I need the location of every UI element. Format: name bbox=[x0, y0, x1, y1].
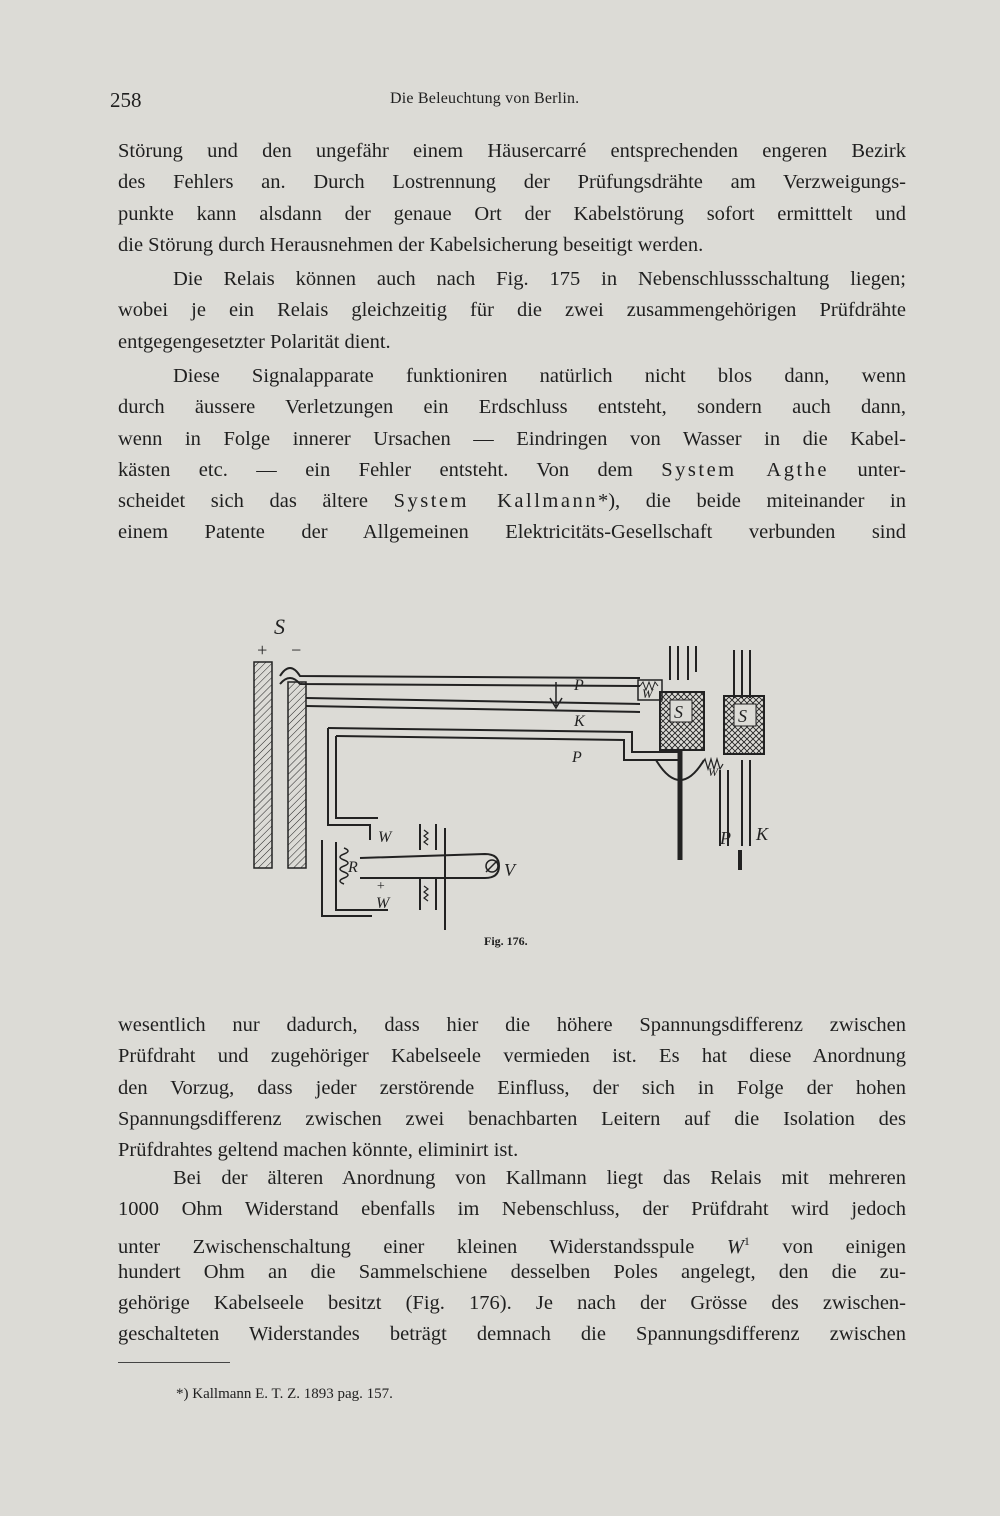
cable-lines bbox=[280, 668, 680, 840]
superscript-1: 1 bbox=[743, 1233, 750, 1248]
text-line: Spannungsdifferenz zwischen zwei benachbarten Leitern auf die Isolation des bbox=[118, 1107, 906, 1130]
text-line: hundert Ohm an die Sammelschiene desselben Poles angelegt, den die zu- bbox=[118, 1260, 906, 1283]
label-s-box2: S bbox=[738, 706, 747, 726]
spaced-name: System Kallmann bbox=[393, 490, 598, 513]
paragraph-4 bbox=[118, 1010, 906, 1166]
text-line: den Vorzug, dass jeder zerstörende Einfluss, der sich in Folge der hohen bbox=[118, 1076, 906, 1099]
text-line: gehörige Kabelseele besitzt (Fig. 176). Je nach der Grösse des zwischen- bbox=[118, 1292, 906, 1315]
bottom-relay-wiring bbox=[322, 824, 499, 930]
text-line bbox=[118, 455, 906, 486]
text-line: durch äussere Verletzungen ein Erdschluss entsteht, sondern auch dann, bbox=[118, 396, 906, 419]
label-k-right: K bbox=[756, 824, 769, 844]
label-w-bottom2: W bbox=[376, 895, 390, 912]
text-line: entgegengesetzter Polarität dient. bbox=[118, 330, 391, 353]
page-number: 258 bbox=[110, 88, 142, 112]
footnote-rule bbox=[118, 1362, 230, 1363]
symbol-w: W bbox=[726, 1235, 744, 1258]
busbar-plus bbox=[254, 662, 272, 868]
running-head: Die Beleuchtung von Berlin. bbox=[390, 90, 580, 107]
label-v: V bbox=[504, 860, 515, 880]
text-run: scheidet sich das ältere bbox=[118, 490, 394, 513]
circuit-diagram bbox=[240, 610, 800, 940]
text-line: 1000 Ohm Widerstand ebenfalls im Nebenschluss, der Prüfdraht wird jedoch bbox=[118, 1198, 906, 1221]
label-plus: + bbox=[256, 640, 269, 660]
text-run: unter Zwischenschaltung einer kleinen Widerstandsspule bbox=[118, 1235, 727, 1258]
text-line: Störung und den ungefähr einem Häusercarré entsprechenden engeren Bezirk bbox=[118, 140, 906, 162]
text-run: von einigen bbox=[749, 1235, 907, 1258]
text-line: punkte kann alsdann der genaue Ort der Kabelstörung sofort ermitttelt und bbox=[118, 202, 906, 225]
text-line: Diese Signalapparate funktioniren natürlich nicht blos dann, wenn bbox=[173, 365, 906, 387]
spaced-name: System Agthe bbox=[661, 458, 830, 481]
footnote: *) Kallmann E. T. Z. 1893 pag. 157. bbox=[176, 1386, 393, 1402]
label-p-low: P bbox=[572, 749, 582, 766]
figure-caption: Fig. 176. bbox=[484, 934, 528, 948]
label-w-bottom1: W bbox=[378, 829, 392, 846]
label-minus: − bbox=[290, 640, 303, 660]
text-line: geschalteten Widerstandes beträgt demnach die Spannungsdifferenz zwischen bbox=[118, 1323, 906, 1346]
paragraph-3 bbox=[118, 361, 906, 549]
text-line: wobei je ein Relais gleichzeitig für die zwei zusammengehörigen Prüfdrähte bbox=[118, 299, 906, 322]
circuit-svg bbox=[240, 610, 800, 940]
text-line bbox=[118, 486, 906, 517]
relay-coil-r bbox=[340, 848, 348, 884]
paragraph-2 bbox=[118, 264, 906, 358]
label-s-box1: S bbox=[674, 702, 683, 722]
label-s: S bbox=[274, 614, 285, 639]
paragraph-5 bbox=[118, 1163, 906, 1351]
text-line: wesentlich nur dadurch, dass hier die höhere Spannungsdifferenz zwischen bbox=[118, 1014, 906, 1036]
label-minus-small: − bbox=[380, 851, 390, 866]
label-p-top: P bbox=[574, 677, 584, 694]
label-w-right: W bbox=[708, 765, 718, 779]
text-line: Bei der älteren Anordnung von Kallmann liegt das Relais mit mehreren bbox=[173, 1167, 906, 1189]
resistor-w-bottom bbox=[424, 830, 428, 901]
label-r: R bbox=[348, 859, 358, 876]
text-line: einem Patente der Allgemeinen Elektricitäts-Gesellschaft verbunden sind bbox=[118, 521, 906, 544]
text-line: des Fehlers an. Durch Lostrennung der Prüfungsdrähte am Verzweigungs- bbox=[118, 171, 906, 194]
text-line: die Störung durch Herausnehmen der Kabelsicherung beseitigt werden. bbox=[118, 233, 704, 256]
paragraph-1 bbox=[118, 136, 906, 261]
busbar-minus bbox=[288, 682, 306, 868]
text-line: Die Relais können auch nach Fig. 175 in Nebenschlussschaltung liegen; bbox=[173, 268, 906, 290]
label-p-right: P bbox=[720, 828, 731, 848]
text-line bbox=[118, 1226, 906, 1257]
label-k-mid: K bbox=[574, 713, 585, 730]
label-w-top: W bbox=[642, 686, 653, 701]
label-plus-small: + bbox=[376, 879, 386, 894]
text-run: *), die beide miteinander in bbox=[597, 490, 906, 513]
text-line: Prüfdrahtes geltend machen könnte, eliminirt ist. bbox=[118, 1139, 519, 1162]
text-line: Prüfdraht und zugehöriger Kabelseele vermieden ist. Es hat diese Anordnung bbox=[118, 1045, 906, 1068]
text-line: wenn in Folge innerer Ursachen — Eindringen von Wasser in die Kabel- bbox=[118, 427, 906, 450]
text-run: unter- bbox=[829, 458, 907, 481]
text-run: kästen etc. — ein Fehler entsteht. Von dem bbox=[118, 458, 662, 481]
